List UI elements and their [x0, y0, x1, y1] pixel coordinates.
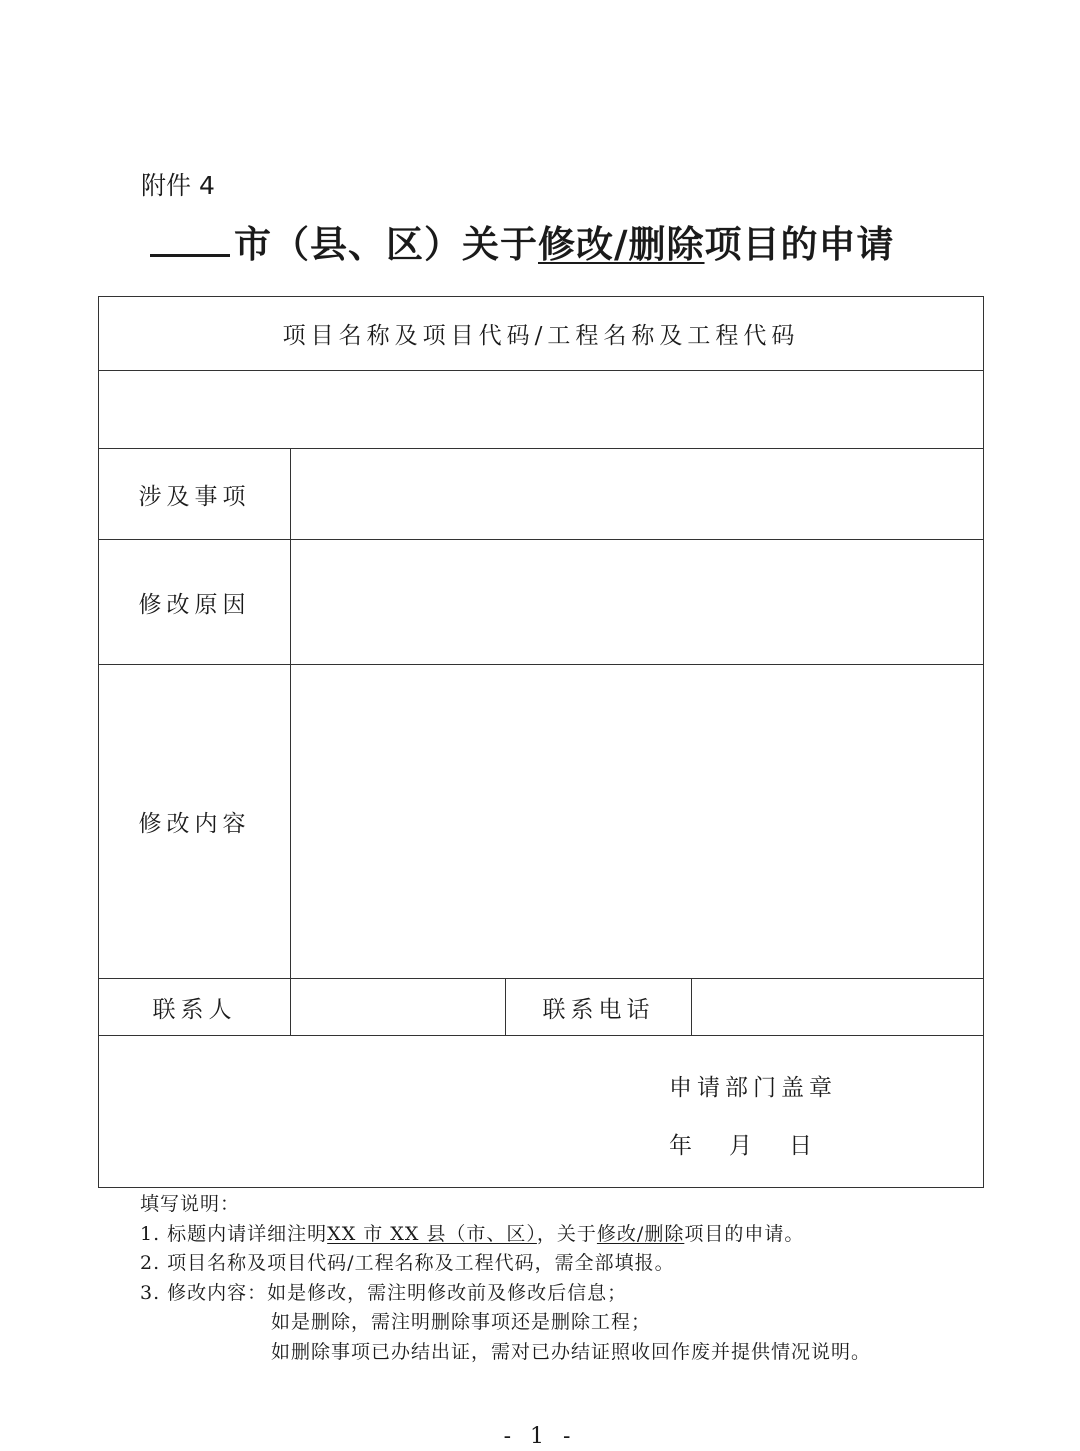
seal-label: 申请部门盖章: [669, 1075, 837, 1101]
contact-input-field[interactable]: [291, 979, 506, 1036]
project-header-row: [99, 297, 984, 371]
seal-row: [99, 1036, 984, 1188]
attachment-label: 附件 4: [141, 171, 215, 200]
title-part-2: 项目的申请: [704, 223, 895, 266]
instruction-item-3-line-2: 如是删除，需注明删除事项还是删除工程；: [271, 1311, 652, 1333]
seal-cell: [99, 1036, 984, 1188]
instructions-heading: 填写说明：: [140, 1193, 241, 1215]
date-line: [669, 1127, 817, 1160]
reason-input-field[interactable]: [291, 540, 984, 665]
instruction-item-3: 3. 修改内容：如是修改，需注明修改前及修改后信息；: [140, 1281, 628, 1304]
matters-input-field[interactable]: [291, 449, 984, 540]
content-row: [99, 665, 984, 979]
contact-label: 联系人: [99, 979, 291, 1036]
instructions: [140, 1190, 871, 1367]
title-part-1: 市（县、区）关于: [234, 223, 538, 266]
instruction-1-action: 修改/删除: [596, 1222, 685, 1245]
matters-row: [99, 449, 984, 540]
project-input-row: [99, 371, 984, 449]
matters-label: 涉及事项: [99, 449, 291, 540]
project-input-field[interactable]: [99, 371, 984, 449]
phone-label: 联系电话: [506, 979, 692, 1036]
page-title: [150, 214, 950, 268]
phone-input-field[interactable]: [692, 979, 984, 1036]
instruction-1-prefix: 1. 标题内请详细注明: [140, 1222, 328, 1245]
application-form-table: [98, 296, 984, 1188]
page-number: - 1 -: [503, 1424, 577, 1449]
content-input-field[interactable]: [291, 665, 984, 979]
title-underlined-action: 修改/删除: [538, 223, 705, 266]
instruction-item-1: [140, 1220, 871, 1250]
instruction-1-suffix: 项目的申请。: [684, 1222, 805, 1245]
instruction-item-3-line-3: 如删除事项已办结出证，需对已办结证照收回作废并提供情况说明。: [271, 1340, 872, 1363]
reason-label: 修改原因: [99, 540, 291, 665]
instruction-1-mid: ，关于: [536, 1222, 597, 1245]
title-blank-line: [150, 218, 230, 257]
date-month-label: 月: [729, 1133, 757, 1159]
instruction-1-place: XX 市 XX 县（市、区）: [327, 1222, 537, 1245]
content-label: 修改内容: [99, 665, 291, 979]
date-year-label: 年: [669, 1133, 697, 1159]
instruction-item-2: 2. 项目名称及项目代码/工程名称及工程代码，需全部填报。: [140, 1252, 675, 1274]
project-header-cell: 项目名称及项目代码/工程名称及工程代码: [99, 297, 984, 371]
reason-row: [99, 540, 984, 665]
date-day-label: 日: [789, 1133, 817, 1159]
contact-row: [99, 979, 984, 1036]
